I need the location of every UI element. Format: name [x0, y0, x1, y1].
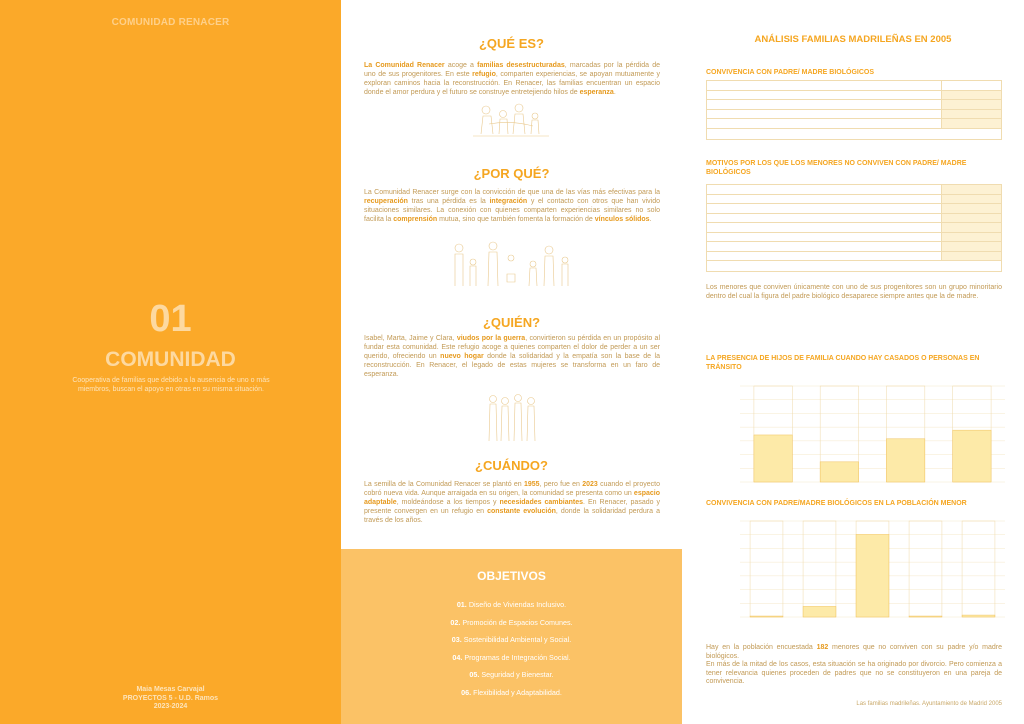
chapter-number: 01: [149, 298, 192, 340]
chapter-description: Cooperativa de familias que debido a la ausencia de uno o más miembros, buscan el apoyo en otras en su misma situación.: [72, 377, 270, 393]
bar-frame: [750, 521, 783, 617]
cover-panel: [0, 0, 341, 724]
founders-illustration: [485, 393, 539, 443]
bar: [750, 616, 783, 617]
objectives-panel: [341, 549, 682, 724]
bar: [820, 462, 858, 482]
objective-item: 06. Flexibilidad y Adaptabilidad.: [461, 687, 562, 697]
section-title-que: ¿QUÉ ES?: [478, 36, 544, 51]
table2-paragraph: Los menores que conviven únicamente con uno de sus progenitores son un grupo minoritario dentro del cual la figura del padre biológico desaparece siempre antes que la de madre.: [706, 284, 1002, 300]
source-note: Las familias madrileñas. Ayuntamiento de Madrid 2005: [856, 701, 1002, 707]
table-footer: [707, 261, 1001, 271]
table-row: [707, 195, 1001, 205]
table1-title: CONVIVENCIA CON PADRE/ MADRE BIOLÓGICOS: [706, 69, 875, 76]
chart-convivencia: [726, 517, 1011, 637]
objective-item: 05. Seguridad y Bienestar.: [469, 670, 554, 679]
bar: [856, 534, 889, 617]
chart1-title: LA PRESENCIA DE HIJOS DE FAMILIA CUANDO HAY CASADOS O PERSONAS EN TRÁNSITO: [706, 355, 980, 371]
objective-item: 03. Sostenibilidad Ambiental y Social.: [451, 635, 572, 644]
section-text-porque: La Comunidad Renacer surge con la convicción de que una de las vías más efectivas para la recuperación tras una pérdida es la integración y el contacto con otros que han vivido situaciones similares. La conexión con quienes comparten experiencias similares no solo facilita la comprensión mutua, sino que también fomenta la formación de vínculos sólidos.: [364, 189, 660, 223]
chart-presence-children: [726, 382, 1011, 492]
objective-item: 01. Diseño de Viviendas Inclusivo.: [456, 600, 567, 609]
section-text-que: La Comunidad Renacer acoge a familias desestructuradas, marcadas por la pérdida de uno de sus progenitores. En este refugio, comparten experiencias, se apoyan mutuamente y exploran caminos hacia la reconstrucción. En Renacer, las familias encuentran un espacio donde el amor perdura y el futuro se construye entretejiendo hilos de esperanza.: [364, 62, 660, 96]
course-name: PROYECTOS 5 - U.D. Ramos: [122, 694, 219, 702]
bar-frame: [962, 521, 995, 617]
chapter-title: COMUNIDAD: [105, 348, 236, 371]
bar: [886, 439, 924, 482]
table-row: [707, 185, 1001, 195]
table-row: [707, 100, 1001, 110]
brand-title: COMUNIDAD RENACER: [111, 17, 230, 28]
section-text-quien: Isabel, Marta, Jaime y Clara, viudos por la guerra, convirtieron su pérdida en un propósito al fundar esta comunidad. Este refugio acoge a quienes comparten el dolor de perder a un ser querido, ofreciendo un nuevo hogar donde la solidaridad y la empatía son la base de la reconstrucción. En Renacer, el legado de estas mujeres se transforma en un faro de esperanza.: [364, 335, 661, 378]
bar-frame: [909, 521, 942, 617]
objective-item: 04. Programas de Integración Social.: [452, 652, 571, 662]
section-text-cuando: La semilla de la Comunidad Renacer se plantó en 1955, pero fue en 2023 cuando el proyecto cobró nueva vida. Aunque arraigada en su origen, la comunidad se presenta como un espacio adaptable, moldeándose a los tiempos y necesidades cambiantes. En Renacer, pasado y presente convergen en un refugio en constante evolución, donde la solidaridad perdura a través de los años.: [364, 481, 660, 524]
table-row: [707, 119, 1001, 129]
final-paragraph: Hay en la población encuestada 182 menores que no conviven con su padre y/o madre biológicos.: [706, 644, 1003, 660]
section-title-cuando: ¿CUÁNDO?: [475, 458, 548, 473]
section-title-quien: ¿QUIÉN?: [482, 315, 541, 330]
objective-item: 02. Promoción de Espacios Comunes.: [450, 617, 573, 627]
bar: [953, 430, 991, 482]
table2: [706, 184, 1002, 272]
table-row: [707, 233, 1001, 243]
table-row: [707, 81, 1001, 91]
author-name: Maia Mesas Carvajal: [136, 686, 205, 693]
table-row: [707, 242, 1001, 252]
table-row: [707, 252, 1001, 262]
bar: [803, 606, 836, 617]
table-footer: [707, 129, 1001, 139]
analysis-title: ANÁLISIS FAMILIAS MADRILEÑAS EN 2005: [754, 34, 952, 45]
objectives-title: OBJETIVOS: [477, 569, 546, 583]
credits: [0, 686, 341, 712]
chart2-title: CONVIVENCIA CON PADRE/MADRE BIOLÓGICOS EN LA POBLACIÓN MENOR: [706, 500, 967, 507]
table-row: [707, 110, 1001, 120]
objectives-list: [341, 599, 682, 704]
section-title-porque: ¿POR QUÉ?: [473, 166, 550, 181]
table-row: [707, 214, 1001, 224]
table1: [706, 80, 1002, 140]
analysis-column: [682, 0, 1024, 724]
table2-title: MOTIVOS POR LOS QUE LOS MENORES NO CONVIVEN CON PADRE/ MADRE BIOLÓGICOS: [706, 160, 967, 176]
bar: [909, 616, 942, 617]
bar: [962, 615, 995, 617]
table-row: [707, 204, 1001, 214]
table-row: [707, 223, 1001, 233]
table-row: [707, 91, 1001, 101]
family-group-illustration: [471, 98, 551, 138]
bar-frame: [803, 521, 836, 617]
bar: [754, 435, 792, 482]
final-paragraph-2: En más de la mitad de los casos, esta situación se ha originado por divorcio. Pero comienza a tener relevancia quienes proceden de padres que no se constituyeron en una pareja de convivencia.: [706, 661, 1002, 685]
people-illustration: [449, 240, 573, 288]
academic-year: 2023-2024: [153, 703, 188, 710]
